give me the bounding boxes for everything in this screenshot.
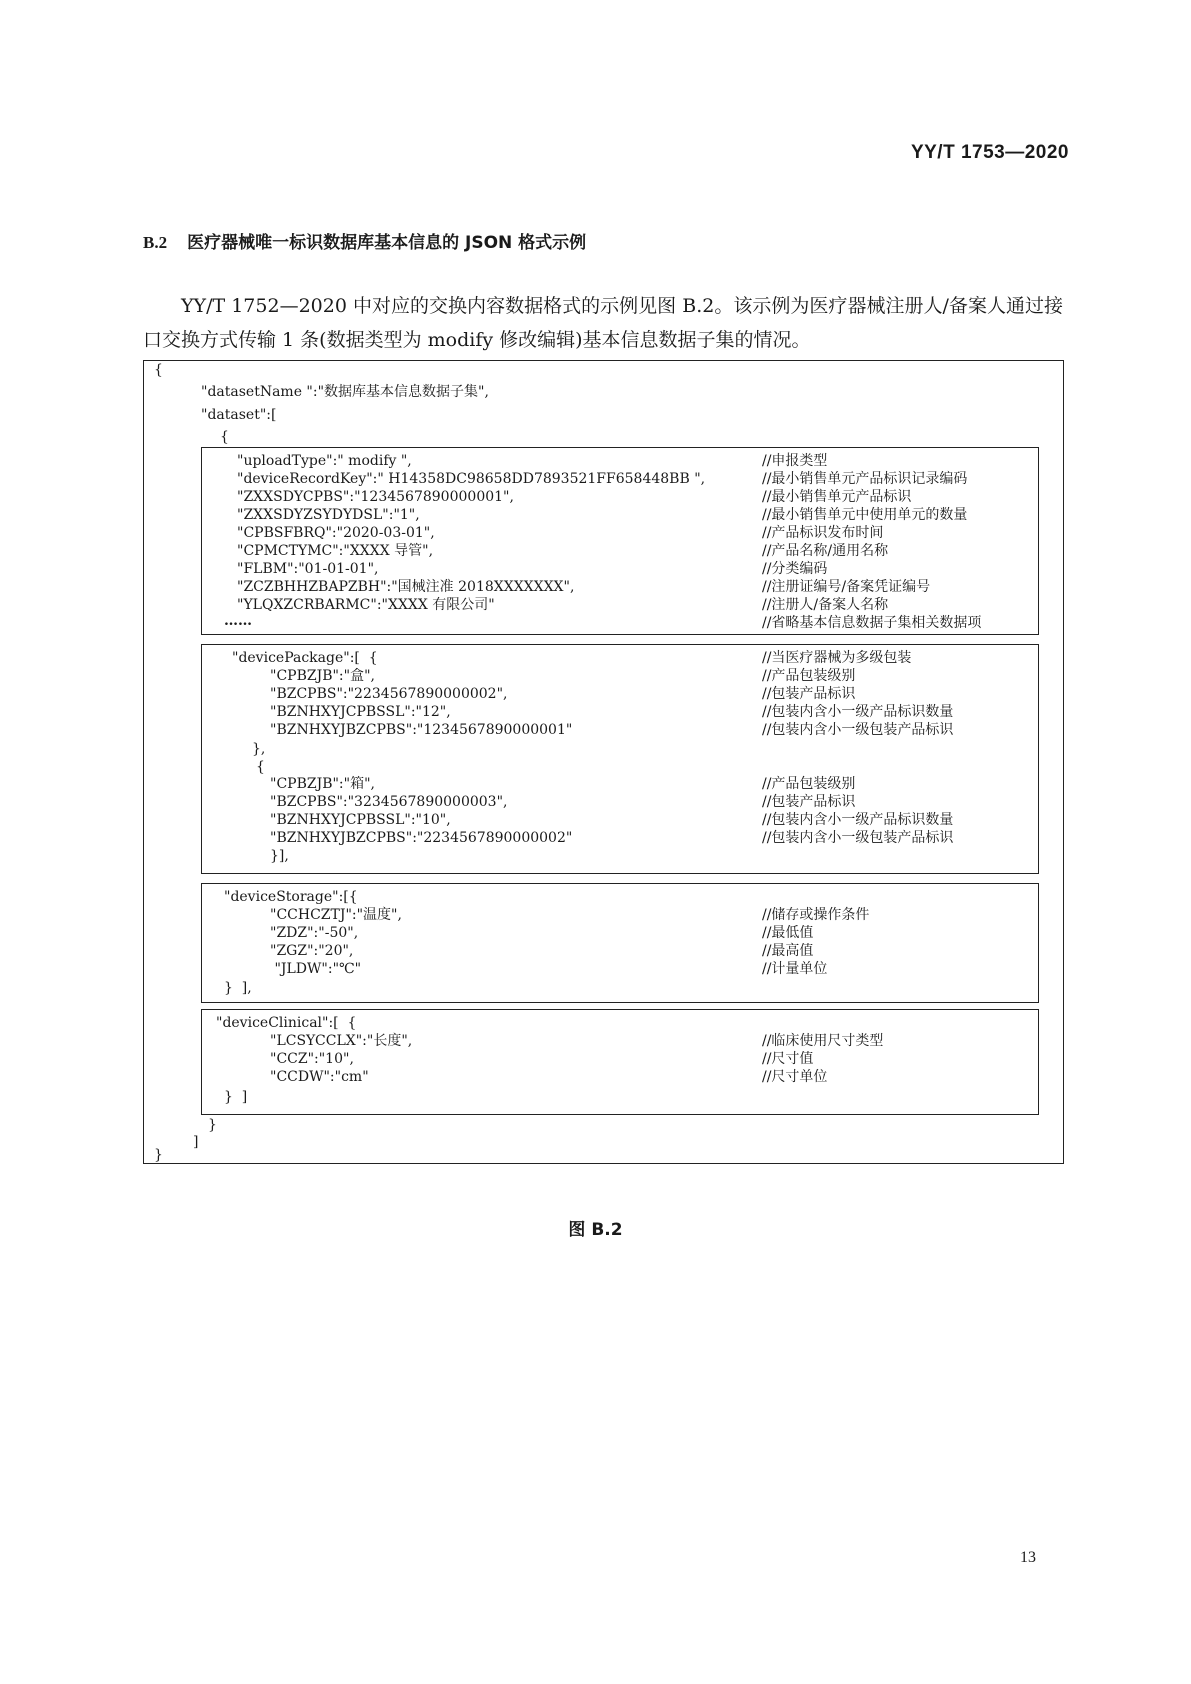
code-line: "deviceStorage":[{ xyxy=(224,889,358,905)
code-line: "CCHCZTJ":"温度", xyxy=(270,907,402,923)
code-line: } ] xyxy=(224,1089,248,1105)
code-comment: //产品包装级别 xyxy=(762,668,856,684)
code-line: "deviceRecordKey":" H14358DC98658DD7893521FF658448BB ", xyxy=(237,471,706,487)
code-line: "BZCPBS":"3234567890000003", xyxy=(270,794,508,810)
code-comment: //当医疗器械为多级包装 xyxy=(762,650,912,666)
code-line: "FLBM":"01-01-01", xyxy=(237,561,379,577)
code-line: "deviceClinical":[ { xyxy=(216,1015,357,1031)
code-comment: //最低值 xyxy=(762,925,814,941)
code-line: "BZCPBS":"2234567890000002", xyxy=(270,686,508,702)
code-comment: //最小销售单元产品标识 xyxy=(762,489,912,505)
page-number: 13 xyxy=(1020,1549,1036,1566)
json-item-open-brace: { xyxy=(220,429,229,445)
code-line: "BZNHXYJCPBSSL":"12", xyxy=(270,704,451,720)
code-line: "ZDZ":"-50", xyxy=(270,925,359,941)
code-line: "JLDW":"℃" xyxy=(270,961,362,977)
device-storage-box xyxy=(201,883,1039,1003)
json-open-brace: { xyxy=(154,362,163,378)
code-line: "CCDW":"cm" xyxy=(270,1069,369,1085)
basic-info-box xyxy=(201,447,1039,635)
code-comment: //包装内含小一级产品标识数量 xyxy=(762,704,954,720)
standard-number: YY/T 1753—2020 xyxy=(910,142,1069,163)
code-line: "ZGZ":"20", xyxy=(270,943,354,959)
code-line: "CPBZJB":"盒", xyxy=(270,668,375,684)
section-title: 医疗器械唯一标识数据库基本信息的 JSON 格式示例 xyxy=(187,233,587,253)
code-comment: //申报类型 xyxy=(762,453,828,469)
code-comment: //产品包装级别 xyxy=(762,776,856,792)
code-line: } ], xyxy=(224,980,252,996)
code-line: "CPMCTYMC":"XXXX 导管", xyxy=(237,543,434,559)
code-line: "ZCZBHHZBAPZBH":"国械注准 2018XXXXXXX", xyxy=(237,579,575,595)
json-example-figure xyxy=(143,360,1064,1164)
code-comment: //包装产品标识 xyxy=(762,794,856,810)
code-line: "YLQXZCRBARMC":"XXXX 有限公司" xyxy=(237,597,495,613)
section-number: B.2 xyxy=(143,233,168,252)
code-comment: //最小销售单元产品标识记录编码 xyxy=(762,471,968,487)
code-line: "devicePackage":[ { xyxy=(232,650,378,666)
code-line: "BZNHXYJBZCPBS":"1234567890000001" xyxy=(270,722,573,738)
code-comment: //最高值 xyxy=(762,943,814,959)
code-comment: //包装内含小一级包装产品标识 xyxy=(762,722,954,738)
code-line: }, xyxy=(252,741,266,757)
code-line: }], xyxy=(270,848,289,864)
code-line: "CCZ":"10", xyxy=(270,1051,354,1067)
json-dataset-key-line: "dataset":[ xyxy=(201,407,277,423)
code-comment: //分类编码 xyxy=(762,561,828,577)
code-comment: //尺寸单位 xyxy=(762,1069,828,1085)
code-line: "CPBSFBRQ":"2020-03-01", xyxy=(237,525,435,541)
json-close-brace: } xyxy=(154,1147,163,1163)
code-comment: //产品名称/通用名称 xyxy=(762,543,889,559)
device-clinical-box xyxy=(201,1009,1039,1115)
code-line: "BZNHXYJBZCPBS":"2234567890000002" xyxy=(270,830,573,846)
code-comment: //临床使用尺寸类型 xyxy=(762,1033,884,1049)
code-line: "BZNHXYJCPBSSL":"10", xyxy=(270,812,451,828)
code-comment: //包装产品标识 xyxy=(762,686,856,702)
json-item-close-brace: } xyxy=(208,1117,217,1133)
intro-paragraph: YY/T 1752—2020 中对应的交换内容数据格式的示例见图 B.2。该示例为医疗器械注册人/备案人通过接口交换方式传输 1 条(数据类型为 modify 修改编辑)基本信息数据子集的情况。 xyxy=(143,295,1063,351)
code-comment: //包装内含小一级包装产品标识 xyxy=(762,830,954,846)
json-array-close-bracket: ] xyxy=(193,1134,199,1150)
code-comment: //最小销售单元中使用单元的数量 xyxy=(762,507,968,523)
code-line: "ZXXSDYCPBS":"1234567890000001", xyxy=(237,489,514,505)
code-comment: //储存或操作条件 xyxy=(762,907,870,923)
code-line: "uploadType":" modify ", xyxy=(237,453,412,469)
figure-caption: 图 B.2 xyxy=(568,1220,623,1240)
code-comment: //省略基本信息数据子集相关数据项 xyxy=(762,615,982,631)
code-line: { xyxy=(256,759,265,775)
code-comment: //计量单位 xyxy=(762,961,828,977)
code-comment: //产品标识发布时间 xyxy=(762,525,884,541)
code-line: "ZXXSDYZSYDYDSL":"1", xyxy=(237,507,420,523)
code-comment: //注册人/备案人名称 xyxy=(762,597,889,613)
code-line: "LCSYCCLX":"长度", xyxy=(270,1033,413,1049)
code-line: "CPBZJB":"箱", xyxy=(270,776,375,792)
code-comment: //注册证编号/备案凭证编号 xyxy=(762,579,931,595)
json-dataset-name-line: "datasetName ":"数据库基本信息数据子集", xyxy=(201,384,489,400)
device-package-box xyxy=(201,644,1039,874)
code-comment: //尺寸值 xyxy=(762,1051,814,1067)
code-comment: //包装内含小一级产品标识数量 xyxy=(762,812,954,828)
code-ellipsis: …… xyxy=(224,613,252,629)
section-heading xyxy=(143,228,586,253)
